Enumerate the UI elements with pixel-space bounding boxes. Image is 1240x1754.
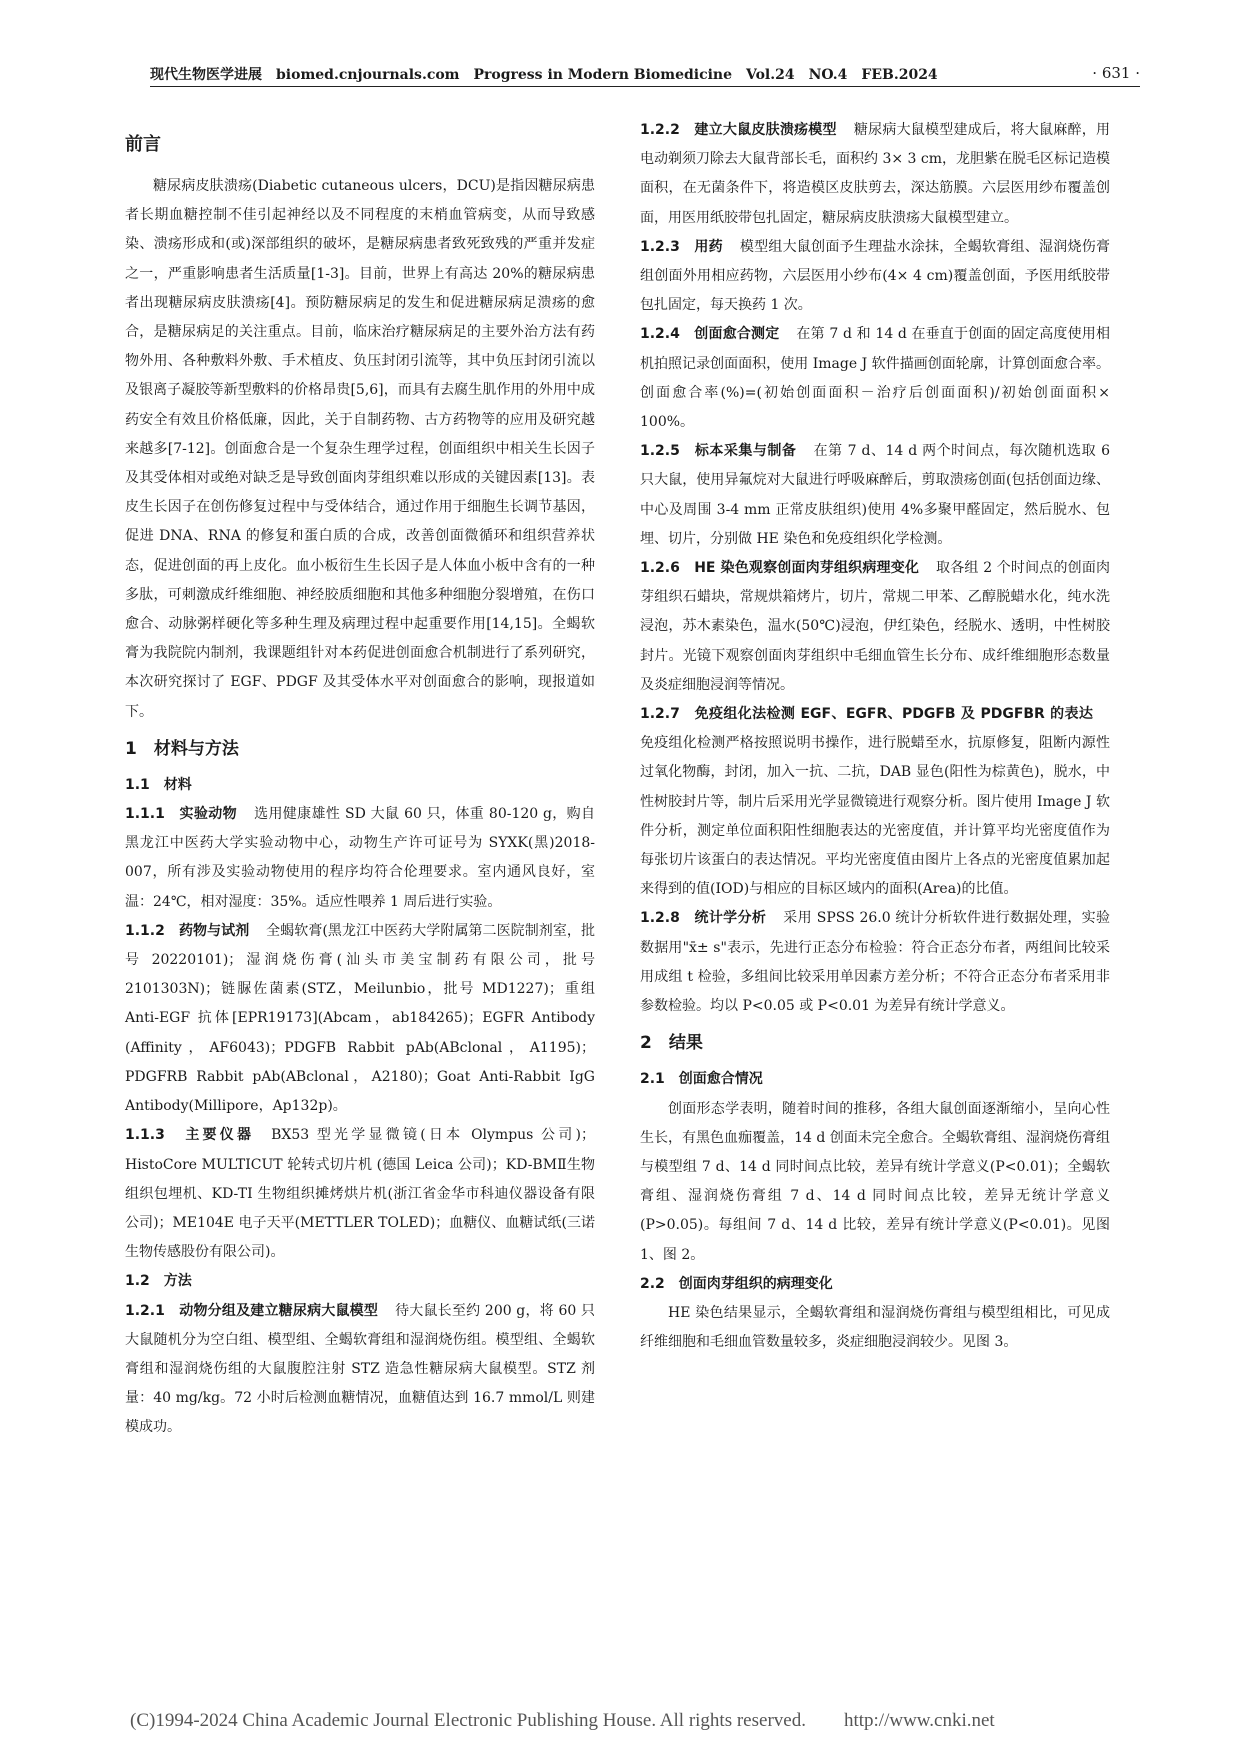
copyright-footer: (C)1994-2024 China Academic Journal Electronic Publishing House. All rights reserved. http://www.cnki.net <box>130 1710 995 1731</box>
text-1-1-1: 选用健康雄性 SD 大鼠 60 只，体重 80-120 g，购自黑龙江中医药大学实验动物中心，动物生产许可证号为 SYXK(黑)2018-007，所有涉及实验动物使用的程序均符合伦理要求。室内通风良好，室温：24℃，相对湿度：35%。适应性喂养 1 周后进行实验。 <box>125 806 595 910</box>
text-1-2-4: 在第 7 d 和 14 d 在垂直于创面的固定高度使用相机拍照记录创面面积，使用 Image J 软件描画创面轮廓，计算创面愈合率。创面愈合率(%)=(初始创面面积－治疗后创面面积)/初始创面面积× 100%。 <box>640 326 1110 431</box>
lead-1-2-3: 1.2.3 用药 <box>640 238 723 255</box>
text-1-1-3: BX53 型光学显微镜(日本 Olympus 公司)；HistoCore MULTICUT 轮转式切片机 (德国 Leica 公司)；KD-BMⅡ生物组织包埋机、KD-TI 生物组织摊烤烘片机(浙江省金华市科迪仪器设备有限公司)；ME104E 电子天平(METTLER TOLED)；血糖仪、血糖试纸(三诺生物传感股份有限公司)。 <box>125 1127 595 1261</box>
section-2-1-heading: 2.1 创面愈合情况 <box>640 1071 763 1088</box>
paragraph-1-2-1 <box>125 1297 595 1443</box>
lead-1-1-3: 1.1.3 主要仪器 <box>125 1127 255 1144</box>
paragraph-1-2-8 <box>640 904 1110 1021</box>
text-1-2-5: 在第 7 d、14 d 两个时间点，每次随机选取 6 只大鼠，使用异氟烷对大鼠进行呼吸麻醉后，剪取溃疡创面(包括创面边缘、中心及周围 3-4 mm 正常皮肤组织)使用 4%多聚甲醛固定，然后脱水、包埋、切片，分别做 HE 染色和免疫组织化学检测。 <box>640 443 1110 547</box>
journal-header: 现代生物医学进展 biomed.cnjournals.com Progress in Modern Biomedicine Vol.24 NO.4 FEB.2024 <box>150 67 938 83</box>
intro-paragraph: 糖尿病皮肤溃疡(Diabetic cutaneous ulcers，DCU)是指因糖尿病患者长期血糖控制不佳引起神经以及不同程度的末梢血管病变，从而导致感染、溃疡形成和(或)深部组织的破坏，是糖尿病患者致死致残的严重并发症之一，严重影响患者生活质量[1-3]。目前，世界上有高达 20%的糖尿病患者出现糖尿病皮肤溃疡[4]。预防糖尿病足的发生和促进糖尿病足溃疡的愈合，是糖尿病足的关注重点。目前，临床治疗糖尿病足的主要外治方法有药物外用、各种敷料外敷、手术植皮、负压封闭引流等，其中负压封闭引流以及银离子凝胶等新型敷料的价格昂贵[5,6]，而具有去腐生肌作用的外用中成药安全有效且价格低廉，因此，关于自制药物、古方药物等的应用及研究越来越多[7-12]。创面愈合是一个复杂生理学过程，创面组织中相关生长因子及其受体相对或绝对缺乏是导致创面肉芽组织难以形成的关键因素[13]。表皮生长因子在创伤修复过程中与受体结合，通过作用于细胞生长调节基因，促进 DNA、RNA 的修复和蛋白质的合成，改善创面微循环和组织营养状态，促进创面的再上皮化。血小板衍生生长因子是人体血小板中含有的一种多肽，可刺激成纤维细胞、神经胶质细胞和其他多种细胞分裂增殖，在伤口愈合、动脉粥样硬化等多种生理及病理过程中起重要作用[14,15]。全蝎软膏为我院院内制剂，我课题组针对本药促进创面愈合机制进行了系列研究，本次研究探讨了 EGF、PDGF 及其受体水平对创面愈合的影响，现报道如下。 <box>125 178 595 720</box>
text-1-2-3: 模型组大鼠创面予生理盐水涂抹，全蝎软膏组、湿润烧伤膏组创面外用相应药物，六层医用小纱布(4× 4 cm)覆盖创面，予医用纸胶带包扎固定，每天换药 1 次。 <box>640 238 1110 314</box>
page-number: · 631 · <box>1092 64 1140 82</box>
lead-1-2-5: 1.2.5 标本采集与制备 <box>640 443 797 460</box>
paragraph-1-2-3 <box>640 233 1110 321</box>
lead-1-2-1: 1.2.1 动物分组及建立糖尿病大鼠模型 <box>125 1302 379 1319</box>
text-1-2-7: 免疫组化检测严格按照说明书操作，进行脱蜡至水，抗原修复，阻断内源性过氧化物酶，封闭，加入一抗、二抗，DAB 显色(阳性为棕黄色)，脱水，中性树胶封片等，制片后采用光学显微镜进行观察分析。图片使用 Image J 软件分析，测定单位面积阳性细胞表达的光密度值，并计算平均光密度值作为每张切片该蛋白的表达情况。平均光密度值由图片上各点的光密度值累加起来得到的值(IOD)与相应的目标区域内的面积(Area)的比值。 <box>640 735 1110 898</box>
section-2-2-heading: 2.2 创面肉芽组织的病理变化 <box>640 1275 833 1292</box>
paragraph-1-2-6 <box>640 554 1110 700</box>
paragraph-1-1-2 <box>125 917 595 1121</box>
text-1-2-8: 采用 SPSS 26.0 统计分析软件进行数据处理，实验数据用"x̄± s"表示，先进行正态分布检验：符合正态分布者，两组间比较采用成组 t 检验，多组间比较采用单因素方差分析；不符合正态分布者采用非参数检验。均以 P<0.05 或 P<0.01 为差异有统计学意义。 <box>640 910 1110 1015</box>
paragraph-1-1-1 <box>125 800 595 917</box>
left-column <box>125 124 595 1443</box>
paragraph-1-2-5 <box>640 437 1110 554</box>
lead-1-2-2: 1.2.2 建立大鼠皮肤溃疡模型 <box>640 122 837 138</box>
section-1-heading: 1 材料与方法 <box>125 738 239 759</box>
section-1-2-heading: 1.2 方法 <box>125 1273 192 1290</box>
section-1-1-heading: 1.1 材料 <box>125 776 192 793</box>
section-2-heading: 2 结果 <box>640 1033 703 1054</box>
lead-1-2-8: 1.2.8 统计学分析 <box>640 910 767 927</box>
paragraph-1-2-7 <box>640 700 1110 904</box>
lead-1-1-2: 1.1.2 药物与试剂 <box>125 922 250 939</box>
paragraph-2-1: 创面形态学表明，随着时间的推移，各组大鼠创面逐渐缩小，呈向心性生长，有黑色血痂覆盖，14 d 创面未完全愈合。全蝎软膏组、湿润烧伤膏组与模型组 7 d、14 d 同时间点比较，差异有统计学意义(P<0.01)；全蝎软膏组、湿润烧伤膏组 7 d、14 d 同时间点比较，差异无统计学意义(P>0.05)。每组间 7 d、14 d 比较，差异有统计学意义(P<0.01)。见图 1、图 2。 <box>640 1100 1110 1263</box>
preface-heading: 前言 <box>125 134 161 155</box>
text-1-2-2: 糖尿病大鼠模型建成后，将大鼠麻醉，用电动剃须刀除去大鼠背部长毛，面积约 3× 3 cm，龙胆紫在脱毛区标记造模面积，在无菌条件下，将造模区皮肤剪去，深达筋膜。六层医用纱布覆盖创面，用医用纸胶带包扎固定，糖尿病皮肤溃疡大鼠模型建立。 <box>640 122 1111 226</box>
paragraph-2-2: HE 染色结果显示，全蝎软膏组和湿润烧伤膏组与模型组相比，可见成纤维细胞和毛细血管数量较多，炎症细胞浸润较少。见图 3。 <box>640 1304 1110 1351</box>
running-head <box>150 60 1140 87</box>
lead-1-2-7: 1.2.7 免疫组化法检测 EGF、EGFR、PDGFB 及 PDGFBR 的表达 <box>640 706 1094 723</box>
paragraph-1-1-3 <box>125 1121 595 1267</box>
text-1-2-6: 取各组 2 个时间点的创面肉芽组织石蜡块，常规烘箱烤片，切片，常规二甲苯、乙醇脱蜡水化，纯水洗浸泡，苏木素染色，温水(50℃)浸泡，伊红染色，经脱水、透明，中性树胶封片。光镜下观察创面肉芽组织中毛细血管生长分布、成纤维细胞形态数量及炎症细胞浸润等情况。 <box>640 560 1110 693</box>
lead-1-2-4: 1.2.4 创面愈合测定 <box>640 326 780 343</box>
text-1-2-1: 待大鼠长至约 200 g，将 60 只大鼠随机分为空白组、模型组、全蝎软膏组和湿润烧伤组。模型组、全蝎软膏组和湿润烧伤组的大鼠腹腔注射 STZ 造急性糖尿病大鼠模型。STZ 剂量：40 mg/kg。72 小时后检测血糖情况，血糖值达到 16.7 mmol/L 则建模成功。 <box>125 1302 595 1436</box>
text-1-1-2: 全蝎软膏(黑龙江中医药大学附属第二医院制剂室，批号 20220101)；湿润烧伤膏(汕头市美宝制药有限公司，批号 2101303N)；链脲佐菌素(STZ，Meilunbio，批号 MD1227)；重组 Anti-EGF 抗体[EPR19173](Abcam，ab184265)；EGFR Antibody (Affinity，AF6043)；PDGFB Rabbit pAb(ABclonal，A1195)；PDGFRB Rabbit pAb(ABclonal，A2180)；Goat Anti-Rabbit IgG Antibody(Millipore，Ap132p)。 <box>125 922 595 1115</box>
lead-1-2-6: 1.2.6 HE 染色观察创面肉芽组织病理变化 <box>640 560 920 577</box>
lead-1-1-1: 1.1.1 实验动物 <box>125 806 237 823</box>
paragraph-1-2-2 <box>640 116 1110 233</box>
paragraph-1-2-4 <box>640 320 1110 437</box>
right-column <box>640 116 1110 1357</box>
